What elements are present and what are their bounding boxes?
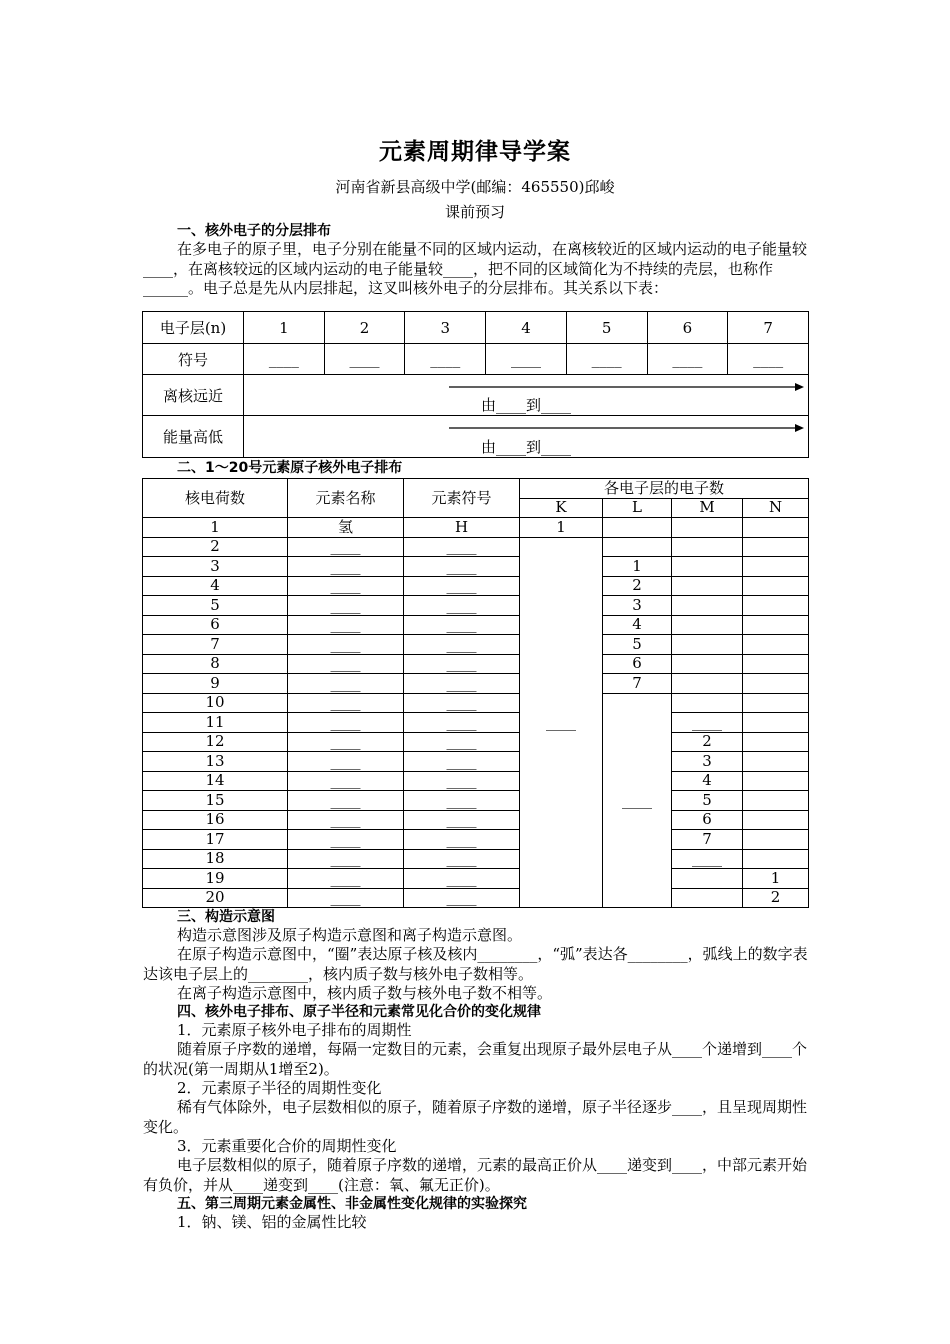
charge-cell: 16 bbox=[143, 810, 288, 830]
n-cell: 2 bbox=[743, 888, 809, 908]
n-header: N bbox=[743, 498, 809, 518]
author-line: 河南省新县高级中学(邮编：465550)邱峻 bbox=[335, 178, 615, 196]
symbol-cell: ____ bbox=[404, 732, 520, 752]
name-cell: ____ bbox=[288, 557, 404, 577]
symbol-cell: ____ bbox=[404, 830, 520, 850]
charge-cell: 19 bbox=[143, 869, 288, 889]
n-cell bbox=[743, 732, 809, 752]
table-row bbox=[143, 654, 809, 674]
n-cell bbox=[743, 557, 809, 577]
n-cell bbox=[743, 830, 809, 850]
n-cell bbox=[743, 635, 809, 655]
table-row bbox=[143, 752, 809, 772]
symbol-cell: ____ bbox=[404, 713, 520, 733]
name-cell: ____ bbox=[288, 849, 404, 869]
charge-header: 核电荷数 bbox=[143, 479, 288, 518]
charge-cell: 5 bbox=[143, 596, 288, 616]
symbol-cell: ____ bbox=[404, 693, 520, 713]
n-cell bbox=[743, 849, 809, 869]
name-cell: ____ bbox=[288, 791, 404, 811]
name-cell: ____ bbox=[288, 596, 404, 616]
symbol-cell: ____ bbox=[404, 849, 520, 869]
l-header: L bbox=[603, 498, 672, 518]
symbol-cell: ____ bbox=[404, 810, 520, 830]
symbol-cell: ____ bbox=[404, 635, 520, 655]
symbol-cell: ____ bbox=[404, 888, 520, 908]
m-cell bbox=[672, 557, 743, 577]
name-cell: ____ bbox=[288, 576, 404, 596]
n-cell bbox=[743, 771, 809, 791]
table-row bbox=[143, 576, 809, 596]
symbol-blank: ____ bbox=[244, 344, 325, 375]
table-row bbox=[143, 693, 809, 713]
m-cell: 7 bbox=[672, 830, 743, 850]
section4-sub2: 2．元素原子半径的周期性变化 bbox=[177, 1079, 382, 1097]
name-cell: ____ bbox=[288, 635, 404, 655]
layer-cell: 1 bbox=[244, 312, 325, 344]
symbol-blank: ____ bbox=[324, 344, 405, 375]
table-row bbox=[143, 557, 809, 577]
charge-cell: 18 bbox=[143, 849, 288, 869]
name-cell: ____ bbox=[288, 752, 404, 772]
section4-sub1: 1．元素原子核外电子排布的周期性 bbox=[177, 1021, 412, 1039]
l-cell: 5 bbox=[603, 635, 672, 655]
symbol-cell: ____ bbox=[404, 771, 520, 791]
n-cell bbox=[743, 596, 809, 616]
l-cell: 6 bbox=[603, 654, 672, 674]
n-cell bbox=[743, 791, 809, 811]
name-cell: ____ bbox=[288, 771, 404, 791]
layer-cell: 2 bbox=[324, 312, 405, 344]
symbol-cell: ____ bbox=[404, 752, 520, 772]
section3-heading: 三、构造示意图 bbox=[177, 909, 275, 925]
section3-p1: 构造示意图涉及原子构造示意图和离子构造示意图。 bbox=[177, 926, 523, 944]
layer-cell: 5 bbox=[566, 312, 647, 344]
k-header: K bbox=[520, 498, 603, 518]
m-cell bbox=[672, 888, 743, 908]
name-cell: ____ bbox=[288, 810, 404, 830]
n-cell bbox=[743, 693, 809, 713]
table-row bbox=[143, 596, 809, 616]
section4-sub2-para: 稀有气体除外，电子层数相似的原子，随着原子序数的递增，原子半径逐步____，且呈现周期性变化。 bbox=[143, 1098, 808, 1136]
table-row bbox=[143, 771, 809, 791]
symbol-header: 符号 bbox=[143, 344, 244, 375]
symbol-blank: ____ bbox=[405, 344, 486, 375]
charge-cell: 8 bbox=[143, 654, 288, 674]
table-row bbox=[143, 615, 809, 635]
l-cell: 2 bbox=[603, 576, 672, 596]
distance-arrow-cell bbox=[244, 375, 809, 416]
charge-cell: 3 bbox=[143, 557, 288, 577]
m-cell bbox=[672, 674, 743, 694]
n-cell bbox=[743, 576, 809, 596]
l-merged-cell: ____ bbox=[603, 693, 672, 908]
m-cell: 3 bbox=[672, 752, 743, 772]
energy-arrow-label: 由____到____ bbox=[480, 438, 571, 456]
page-title: 元素周期律导学案 bbox=[379, 138, 571, 165]
name-cell: ____ bbox=[288, 869, 404, 889]
m-cell: 5 bbox=[672, 791, 743, 811]
m-cell bbox=[672, 635, 743, 655]
m-cell: 2 bbox=[672, 732, 743, 752]
charge-cell: 2 bbox=[143, 537, 288, 557]
symbol-cell: ____ bbox=[404, 576, 520, 596]
m-cell bbox=[672, 693, 743, 713]
symbol-cell: ____ bbox=[404, 615, 520, 635]
layer-cell: 7 bbox=[728, 312, 809, 344]
table-row bbox=[143, 713, 809, 733]
section1-heading: 一、核外电子的分层排布 bbox=[177, 223, 331, 239]
table-row bbox=[143, 537, 809, 557]
layer-header: 电子层(n) bbox=[143, 312, 244, 344]
electron-config-table bbox=[142, 478, 809, 908]
l-cell: 3 bbox=[603, 596, 672, 616]
section4-sub3-para: 电子层数相似的原子，随着原子序数的递增，元素的最高正价从____递变到____，中部元素开始有负价，并从____递变到____(注意：氧、氟无正价)。 bbox=[143, 1156, 808, 1194]
charge-cell: 11 bbox=[143, 713, 288, 733]
name-cell: ____ bbox=[288, 674, 404, 694]
section3-p3: 在离子构造示意图中，核内质子数与核外电子数不相等。 bbox=[177, 984, 553, 1002]
section4-sub3: 3．元素重要化合价的周期性变化 bbox=[177, 1137, 397, 1155]
n-cell bbox=[743, 654, 809, 674]
subtitle: 课前预习 bbox=[444, 203, 505, 221]
table-row bbox=[143, 635, 809, 655]
m-cell bbox=[672, 869, 743, 889]
table-row bbox=[143, 888, 809, 908]
distance-header: 离核远近 bbox=[143, 375, 244, 416]
table-row bbox=[143, 830, 809, 850]
table-row bbox=[143, 810, 809, 830]
symbol-blank: ____ bbox=[566, 344, 647, 375]
symbol-cell: ____ bbox=[404, 791, 520, 811]
name-cell: 氢 bbox=[288, 518, 404, 538]
n-cell bbox=[743, 713, 809, 733]
k-cell: 1 bbox=[520, 518, 603, 538]
table-row bbox=[143, 518, 809, 538]
layers-header: 各电子层的电子数 bbox=[520, 479, 809, 499]
name-header: 元素名称 bbox=[288, 479, 404, 518]
name-cell: ____ bbox=[288, 537, 404, 557]
m-cell bbox=[672, 654, 743, 674]
right-arrow-icon bbox=[449, 423, 804, 433]
right-arrow-icon bbox=[449, 382, 804, 392]
charge-cell: 1 bbox=[143, 518, 288, 538]
l-cell bbox=[603, 518, 672, 538]
n-cell bbox=[743, 537, 809, 557]
symbol-cell: ____ bbox=[404, 596, 520, 616]
symbol-blank: ____ bbox=[728, 344, 809, 375]
m-cell: ____ bbox=[672, 849, 743, 869]
charge-cell: 20 bbox=[143, 888, 288, 908]
section4-heading: 四、核外电子排布、原子半径和元素常见化合价的变化规律 bbox=[177, 1004, 541, 1020]
charge-cell: 13 bbox=[143, 752, 288, 772]
layer-cell: 4 bbox=[486, 312, 567, 344]
l-cell: 4 bbox=[603, 615, 672, 635]
symbol-cell: ____ bbox=[404, 654, 520, 674]
n-cell bbox=[743, 810, 809, 830]
m-cell: 4 bbox=[672, 771, 743, 791]
section2-heading: 二、1～20号元素原子核外电子排布 bbox=[177, 460, 403, 476]
layer-cell: 3 bbox=[405, 312, 486, 344]
name-cell: ____ bbox=[288, 830, 404, 850]
m-cell bbox=[672, 596, 743, 616]
table-row bbox=[143, 732, 809, 752]
k-merged-cell: ____ bbox=[520, 537, 603, 908]
charge-cell: 10 bbox=[143, 693, 288, 713]
electron-layer-table bbox=[142, 311, 809, 458]
section4-sub1-para: 随着原子序数的递增，每隔一定数目的元素，会重复出现原子最外层电子从____个递增到____个的状况(第一周期从1增至2)。 bbox=[143, 1040, 808, 1078]
energy-arrow-cell bbox=[244, 416, 809, 458]
l-cell: 1 bbox=[603, 557, 672, 577]
m-cell bbox=[672, 576, 743, 596]
symbol-header: 元素符号 bbox=[404, 479, 520, 518]
symbol-cell: ____ bbox=[404, 537, 520, 557]
charge-cell: 6 bbox=[143, 615, 288, 635]
l-cell: 7 bbox=[603, 674, 672, 694]
name-cell: ____ bbox=[288, 615, 404, 635]
charge-cell: 9 bbox=[143, 674, 288, 694]
m-cell: ____ bbox=[672, 713, 743, 733]
name-cell: ____ bbox=[288, 654, 404, 674]
layer-cell: 6 bbox=[647, 312, 728, 344]
distance-arrow-label: 由____到____ bbox=[480, 396, 571, 414]
table-row bbox=[143, 849, 809, 869]
charge-cell: 17 bbox=[143, 830, 288, 850]
name-cell: ____ bbox=[288, 713, 404, 733]
section5-heading: 五、第三周期元素金属性、非金属性变化规律的实验探究 bbox=[177, 1196, 527, 1212]
charge-cell: 14 bbox=[143, 771, 288, 791]
table-row bbox=[143, 791, 809, 811]
n-cell bbox=[743, 752, 809, 772]
symbol-cell: ____ bbox=[404, 674, 520, 694]
n-cell: 1 bbox=[743, 869, 809, 889]
charge-cell: 12 bbox=[143, 732, 288, 752]
charge-cell: 15 bbox=[143, 791, 288, 811]
l-cell bbox=[603, 537, 672, 557]
n-cell bbox=[743, 674, 809, 694]
section5-sub1: 1．钠、镁、铝的金属性比较 bbox=[177, 1213, 367, 1231]
m-cell bbox=[672, 518, 743, 538]
table-row bbox=[143, 869, 809, 889]
section3-p2: 在原子构造示意图中，“圈”表达原子核及核内________，“弧”表达各________，弧线上的数字表达该电子层上的________，核内质子数与核外电子数相等。 bbox=[143, 945, 808, 983]
symbol-cell: H bbox=[404, 518, 520, 538]
m-cell: 6 bbox=[672, 810, 743, 830]
symbol-cell: ____ bbox=[404, 557, 520, 577]
name-cell: ____ bbox=[288, 693, 404, 713]
charge-cell: 4 bbox=[143, 576, 288, 596]
charge-cell: 7 bbox=[143, 635, 288, 655]
m-header: M bbox=[672, 498, 743, 518]
table-row bbox=[143, 674, 809, 694]
n-cell bbox=[743, 518, 809, 538]
symbol-blank: ____ bbox=[486, 344, 567, 375]
energy-header: 能量高低 bbox=[143, 416, 244, 458]
symbol-blank: ____ bbox=[647, 344, 728, 375]
section1-paragraph: 在多电子的原子里，电子分别在能量不同的区域内运动，在离核较近的区域内运动的电子能量较____，在离核较远的区域内运动的电子能量较____，把不同的区域简化为不持续的壳层，也称作______。电子总是先从内层排起，这叉叫核外电子的分层排布。其关系以下表： bbox=[143, 240, 808, 297]
name-cell: ____ bbox=[288, 732, 404, 752]
symbol-cell: ____ bbox=[404, 869, 520, 889]
m-cell bbox=[672, 615, 743, 635]
m-cell bbox=[672, 537, 743, 557]
n-cell bbox=[743, 615, 809, 635]
name-cell: ____ bbox=[288, 888, 404, 908]
